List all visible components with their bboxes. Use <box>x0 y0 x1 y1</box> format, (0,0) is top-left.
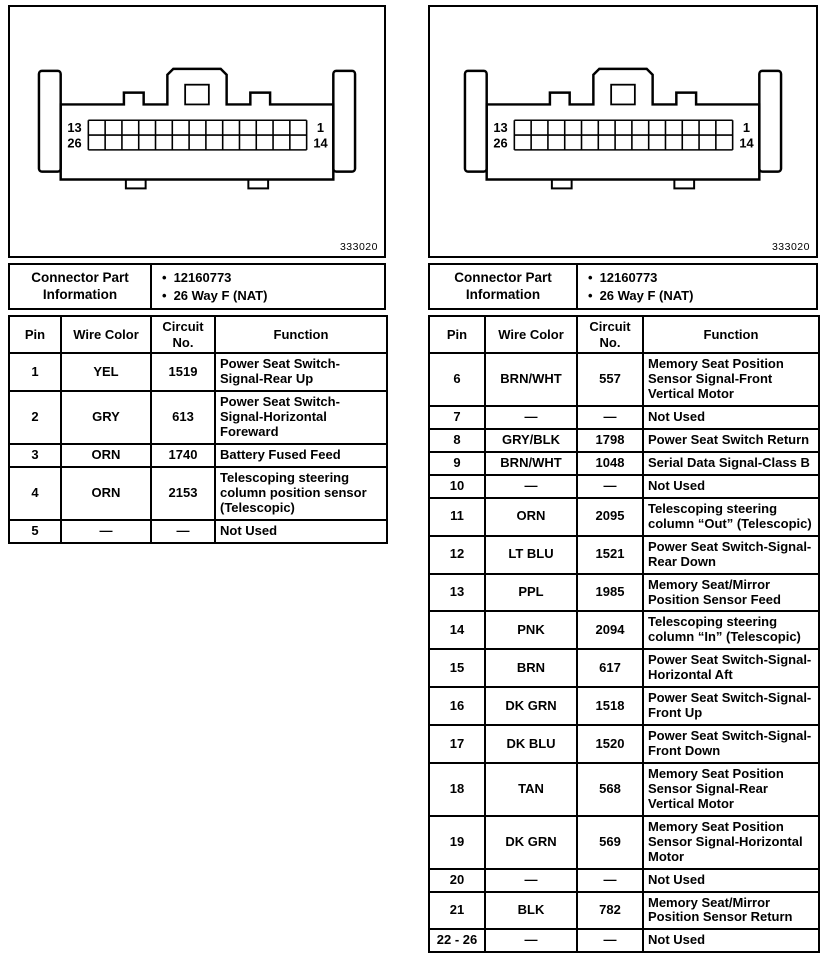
cell-function: Not Used <box>643 406 819 429</box>
pin-label-top-left: 13 <box>493 120 508 136</box>
pin-label-bottom-left: 26 <box>493 135 508 151</box>
right-connector-panel <box>428 5 818 953</box>
cell-pin: 11 <box>429 498 485 536</box>
part-info-text: 12160773 <box>173 270 232 285</box>
cell-wire-color: — <box>485 475 577 498</box>
cell-function: Telescoping steering column position sensor (Telescopic) <box>215 467 387 520</box>
cell-pin: 2 <box>9 391 61 444</box>
cell-function: Memory Seat/Mirror Position Sensor Return <box>643 892 819 930</box>
bullet-icon: • <box>588 287 593 303</box>
cell-pin: 22 - 26 <box>429 929 485 952</box>
cell-circuit: 2094 <box>577 611 643 649</box>
cell-pin: 1 <box>9 353 61 391</box>
cell-pin: 4 <box>9 467 61 520</box>
cell-circuit: 569 <box>577 816 643 869</box>
bullet-icon: • <box>588 270 593 285</box>
cell-function: Serial Data Signal-Class B <box>643 452 819 475</box>
connector-diagram-box-left <box>8 5 386 258</box>
cell-circuit: 1520 <box>577 725 643 763</box>
cell-pin: 14 <box>429 611 485 649</box>
cell-pin: 18 <box>429 763 485 816</box>
pinout-row <box>429 452 819 475</box>
cell-circuit: 782 <box>577 892 643 930</box>
cell-circuit: 1048 <box>577 452 643 475</box>
col-header-wire: Wire Color <box>61 316 151 353</box>
cell-wire-color: GRY/BLK <box>485 429 577 452</box>
pin-label-bottom-left: 26 <box>67 135 82 151</box>
col-header-function: Function <box>215 316 387 353</box>
cell-wire-color: BLK <box>485 892 577 930</box>
cell-function: Not Used <box>643 475 819 498</box>
cell-circuit: 1798 <box>577 429 643 452</box>
cell-wire-color: — <box>61 520 151 543</box>
connector-drawing-right <box>455 59 791 221</box>
cell-function: Power Seat Switch-Signal-Horizontal Aft <box>643 649 819 687</box>
part-info-item <box>584 269 810 287</box>
cell-circuit: — <box>577 929 643 952</box>
figure-number: 333020 <box>339 241 378 253</box>
bullet-icon: • <box>162 287 167 303</box>
pinout-table-left <box>8 315 388 544</box>
cell-wire-color: ORN <box>61 467 151 520</box>
cell-pin: 3 <box>9 444 61 467</box>
cell-circuit: 2153 <box>151 467 215 520</box>
pinout-row <box>429 498 819 536</box>
cell-wire-color: BRN <box>485 649 577 687</box>
cell-function: Not Used <box>643 929 819 952</box>
cell-wire-color: LT BLU <box>485 536 577 574</box>
col-header-pin: Pin <box>9 316 61 353</box>
pinout-row <box>429 574 819 612</box>
cell-function: Power Seat Switch-Signal-Front Down <box>643 725 819 763</box>
pinout-row <box>429 429 819 452</box>
part-info-text: 26 Way F (NAT) <box>173 287 268 303</box>
cell-circuit: 557 <box>577 353 643 406</box>
cell-wire-color: DK GRN <box>485 816 577 869</box>
cell-wire-color: PNK <box>485 611 577 649</box>
left-connector-panel <box>8 5 386 544</box>
cell-function: Memory Seat Position Sensor Signal-Front Vertical Motor <box>643 353 819 406</box>
cell-wire-color: YEL <box>61 353 151 391</box>
cell-wire-color: — <box>485 929 577 952</box>
part-info-text: 26 Way F (NAT) <box>599 287 694 303</box>
cell-circuit: 1519 <box>151 353 215 391</box>
pinout-header-row <box>429 316 819 353</box>
cell-wire-color: ORN <box>61 444 151 467</box>
cell-wire-color: — <box>485 406 577 429</box>
part-info-item <box>158 269 378 287</box>
part-info-item <box>584 287 810 305</box>
pinout-row <box>9 520 387 543</box>
part-info-list <box>584 269 810 304</box>
pinout-row <box>429 406 819 429</box>
cell-pin: 12 <box>429 536 485 574</box>
cell-wire-color: BRN/WHT <box>485 353 577 406</box>
cell-wire-color: GRY <box>61 391 151 444</box>
cell-pin: 5 <box>9 520 61 543</box>
cell-function: Power Seat Switch-Signal-Horizontal Foreward <box>215 391 387 444</box>
pinout-row <box>429 611 819 649</box>
pin-label-top-right: 1 <box>742 120 751 136</box>
pinout-table-right <box>428 315 820 953</box>
cell-pin: 9 <box>429 452 485 475</box>
cell-wire-color: TAN <box>485 763 577 816</box>
part-info-title: Connector Part Information <box>9 264 151 309</box>
cell-function: Memory Seat/Mirror Position Sensor Feed <box>643 574 819 612</box>
cell-circuit: 2095 <box>577 498 643 536</box>
cell-circuit: 1985 <box>577 574 643 612</box>
cell-circuit: 613 <box>151 391 215 444</box>
col-header-circuit: Circuit No. <box>151 316 215 353</box>
pinout-row <box>429 475 819 498</box>
pinout-row <box>429 649 819 687</box>
col-header-function: Function <box>643 316 819 353</box>
cell-function: Memory Seat Position Sensor Signal-Rear Vertical Motor <box>643 763 819 816</box>
pin-label-bottom-right: 14 <box>739 135 754 151</box>
cell-wire-color: DK GRN <box>485 687 577 725</box>
cell-function: Power Seat Switch-Signal-Rear Up <box>215 353 387 391</box>
pinout-row <box>429 725 819 763</box>
cell-function: Power Seat Switch-Signal-Rear Down <box>643 536 819 574</box>
connector-drawing-left <box>29 59 365 221</box>
cell-pin: 7 <box>429 406 485 429</box>
cell-wire-color: PPL <box>485 574 577 612</box>
pinout-row <box>429 892 819 930</box>
cell-function: Power Seat Switch-Signal-Front Up <box>643 687 819 725</box>
pinout-row <box>9 353 387 391</box>
part-info-list <box>158 269 378 304</box>
pinout-row <box>429 869 819 892</box>
part-info-item <box>158 287 378 305</box>
cell-pin: 19 <box>429 816 485 869</box>
pin-label-bottom-right: 14 <box>313 135 328 151</box>
cell-function: Power Seat Switch Return <box>643 429 819 452</box>
bullet-icon: • <box>162 270 167 285</box>
col-header-wire: Wire Color <box>485 316 577 353</box>
cell-wire-color: DK BLU <box>485 725 577 763</box>
pinout-row <box>429 929 819 952</box>
cell-pin: 13 <box>429 574 485 612</box>
cell-circuit: 1518 <box>577 687 643 725</box>
cell-wire-color: ORN <box>485 498 577 536</box>
cell-wire-color: — <box>485 869 577 892</box>
cell-circuit: — <box>577 869 643 892</box>
connector-diagram-box-right <box>428 5 818 258</box>
cell-function: Telescoping steering column “In” (Telescopic) <box>643 611 819 649</box>
cell-pin: 21 <box>429 892 485 930</box>
cell-circuit: 568 <box>577 763 643 816</box>
pinout-row <box>429 536 819 574</box>
cell-circuit: — <box>577 475 643 498</box>
pinout-row <box>9 467 387 520</box>
pinout-row <box>9 444 387 467</box>
cell-pin: 8 <box>429 429 485 452</box>
pinout-row <box>429 353 819 406</box>
pin-label-top-right: 1 <box>316 120 325 136</box>
cell-circuit: — <box>151 520 215 543</box>
cell-wire-color: BRN/WHT <box>485 452 577 475</box>
cell-pin: 17 <box>429 725 485 763</box>
col-header-circuit: Circuit No. <box>577 316 643 353</box>
cell-function: Battery Fused Feed <box>215 444 387 467</box>
figure-number: 333020 <box>771 241 810 253</box>
cell-circuit: 1740 <box>151 444 215 467</box>
cell-function: Telescoping steering column “Out” (Telescopic) <box>643 498 819 536</box>
cell-circuit: 617 <box>577 649 643 687</box>
cell-pin: 6 <box>429 353 485 406</box>
pinout-row <box>9 391 387 444</box>
connector-part-info-left <box>8 263 386 310</box>
pinout-header-row <box>9 316 387 353</box>
pin-label-top-left: 13 <box>67 120 82 136</box>
cell-function: Memory Seat Position Sensor Signal-Horizontal Motor <box>643 816 819 869</box>
cell-circuit: — <box>577 406 643 429</box>
col-header-pin: Pin <box>429 316 485 353</box>
cell-circuit: 1521 <box>577 536 643 574</box>
cell-pin: 20 <box>429 869 485 892</box>
part-info-text: 12160773 <box>599 270 658 285</box>
cell-pin: 10 <box>429 475 485 498</box>
cell-function: Not Used <box>643 869 819 892</box>
pinout-row <box>429 816 819 869</box>
part-info-title: Connector Part Information <box>429 264 577 309</box>
cell-pin: 15 <box>429 649 485 687</box>
cell-function: Not Used <box>215 520 387 543</box>
pinout-row <box>429 763 819 816</box>
cell-pin: 16 <box>429 687 485 725</box>
pinout-row <box>429 687 819 725</box>
connector-part-info-right <box>428 263 818 310</box>
